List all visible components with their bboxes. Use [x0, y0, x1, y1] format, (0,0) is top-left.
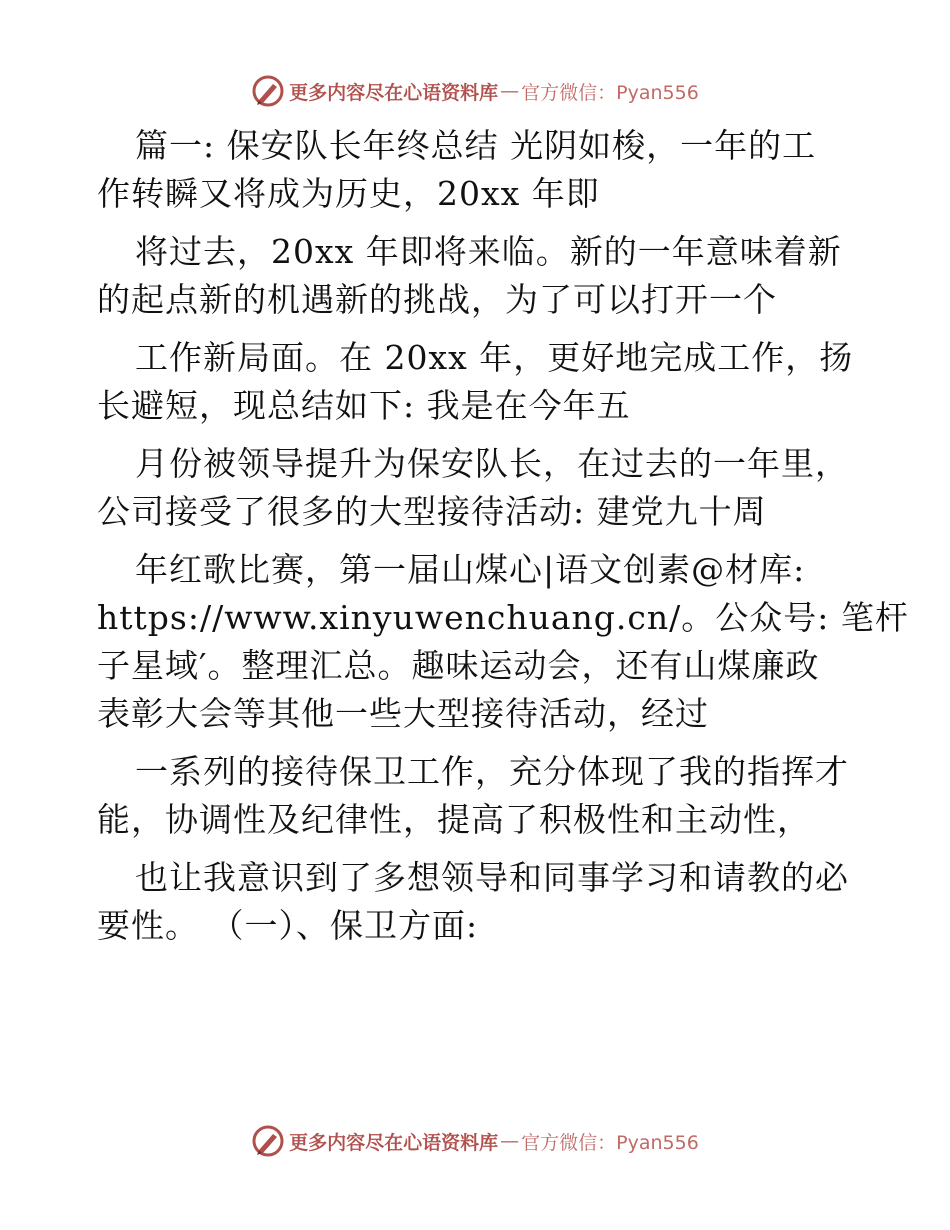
text-line: https://www.xinyuwenchuang.cn/。公众号: 笔杆 [97, 598, 909, 637]
banner-dash: — [500, 1130, 520, 1152]
banner-dash: — [500, 80, 520, 102]
text-line: 公司接受了很多的大型接待活动: 建党九十周 [97, 492, 767, 531]
text-line: 篇一: 保安队长年终总结 光阴如梭，一年的工 [135, 126, 817, 165]
text-line: 能，协调性及纪律性，提高了积极性和主动性， [97, 800, 811, 839]
text-line: 要性。 （一）、保卫方面: [97, 906, 479, 945]
footer-banner [0, 1121, 950, 1161]
text-line: 作转瞬又将成为历史，20xx 年即 [97, 174, 600, 213]
text-line: 年红歌比赛，第一届山煤心|语文创素@材库: [135, 550, 806, 589]
banner-account: 官方微信：Pyan556 [521, 81, 699, 104]
text-line: 将过去，20xx 年即将来临。新的一年意味着新 [135, 232, 842, 271]
text-line: 子星域′。整理汇总。趣味运动会，还有山煤廉政 [97, 646, 820, 685]
header-banner [0, 71, 950, 111]
banner-account: 官方微信：Pyan556 [521, 1131, 699, 1154]
text-line: 月份被领导提升为保安队长，在过去的一年里， [135, 444, 849, 483]
text-line: 也让我意识到了多想领导和同事学习和请教的必 [135, 858, 849, 897]
text-line: 工作新局面。在 20xx 年，更好地完成工作，扬 [135, 338, 854, 377]
document-body [97, 122, 909, 950]
banner-title: 更多内容尽在心语资料库 [289, 81, 499, 104]
text-line: 的起点新的机遇新的挑战，为了可以打开一个 [97, 280, 777, 319]
banner-title: 更多内容尽在心语资料库 [289, 1131, 499, 1154]
pen-logo-icon [251, 74, 285, 108]
pen-logo-icon [251, 1124, 285, 1158]
text-line: 长避短，现总结如下: 我是在今年五 [97, 386, 631, 425]
text-line: 一系列的接待保卫工作，充分体现了我的指挥才 [135, 752, 849, 791]
text-line: 表彰大会等其他一些大型接待活动，经过 [97, 694, 709, 733]
